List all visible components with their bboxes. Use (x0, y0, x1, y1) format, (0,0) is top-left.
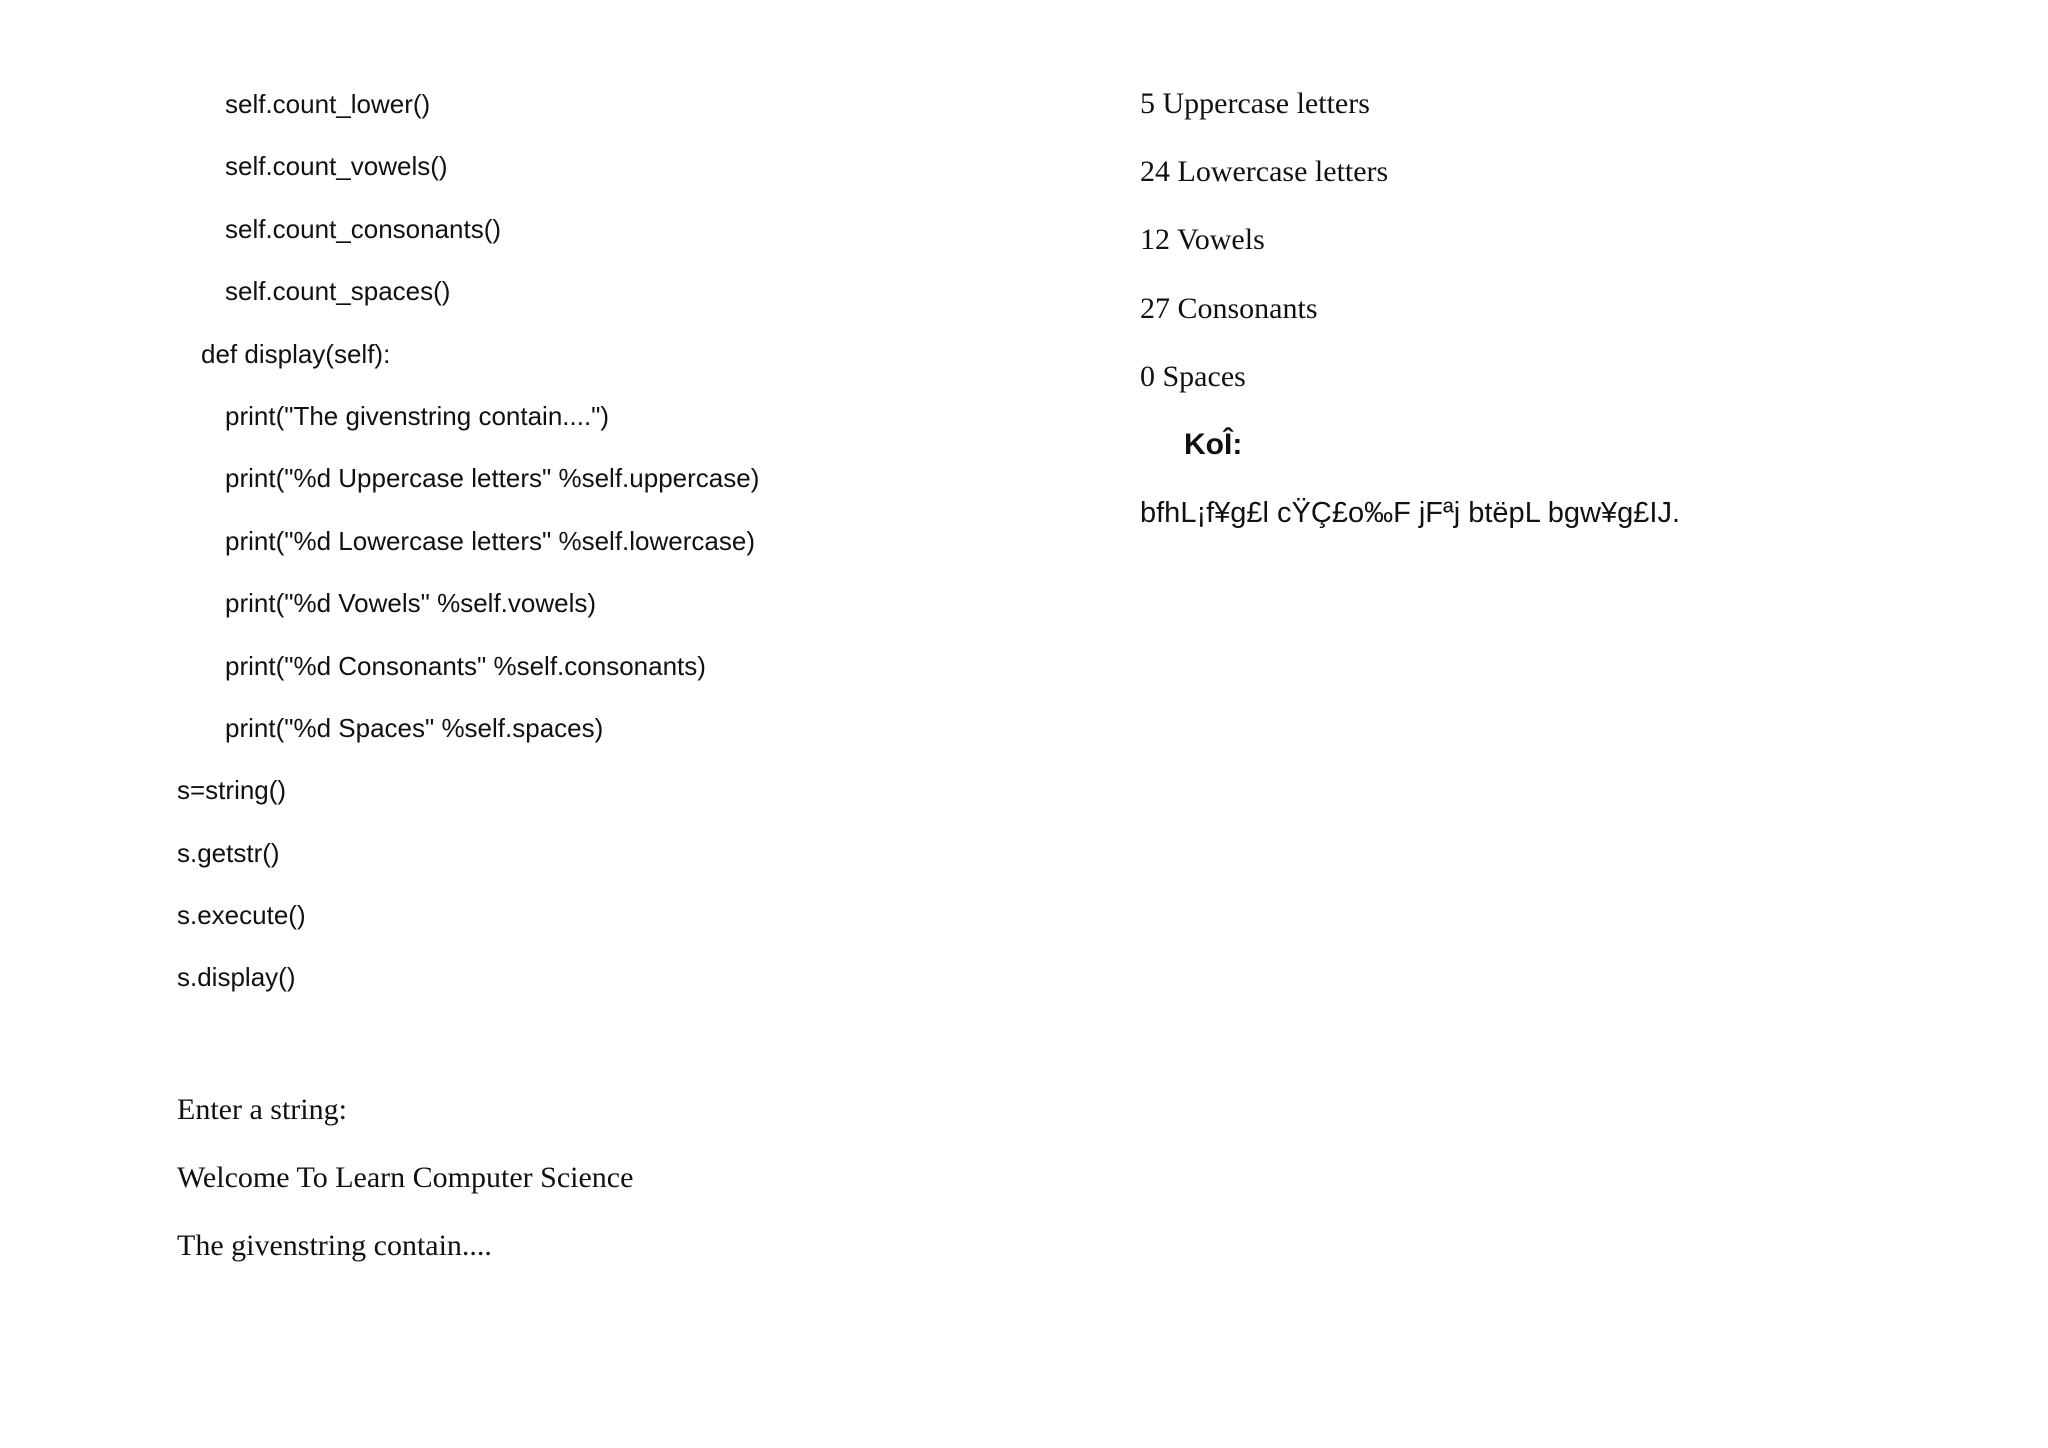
output-consonants: 27 Consonants (1140, 291, 1318, 325)
program-output-left (177, 1088, 1057, 1292)
code-line: print("The givenstring contain....") (225, 400, 610, 431)
code-line: self.count_consonants() (225, 213, 502, 244)
code-line: print("%d Uppercase letters" %self.uppercase) (225, 463, 760, 494)
code-line: self.count_vowels() (225, 151, 448, 182)
output-prompt: Enter a string: (177, 1093, 347, 1126)
code-line: s.execute() (177, 900, 306, 931)
output-input-value: Welcome To Learn Computer Science (177, 1161, 634, 1194)
code-line: s.getstr() (177, 837, 280, 868)
code-line-def-display: def display(self): (201, 338, 391, 369)
output-uppercase: 5 Uppercase letters (1140, 87, 1370, 120)
code-line: print("%d Spaces" %self.spaces) (225, 712, 604, 743)
code-listing (177, 82, 1057, 1018)
output-lowercase: 24 Lowercase letters (1140, 155, 1389, 189)
output-vowels: 12 Vowels (1140, 223, 1265, 257)
code-line: print("%d Vowels" %self.vowels) (225, 588, 597, 619)
code-line: self.count_spaces() (225, 276, 451, 307)
code-line: print("%d Lowercase letters" %self.lowercase) (225, 525, 755, 556)
result-text: bfhL¡f¥g£l cŸÇ£o‰F jFªj btëpL bgw¥g£IJ. (1140, 496, 1680, 529)
output-spaces: 0 Spaces (1140, 359, 1246, 393)
output-header: The givenstring contain.... (177, 1229, 492, 1262)
code-line: self.count_lower() (225, 89, 431, 119)
program-output-right (1140, 82, 2000, 551)
result-label: KoÎ: (1184, 427, 1243, 461)
code-line: s=string() (177, 775, 287, 806)
code-line: print("%d Consonants" %self.consonants) (225, 650, 706, 681)
code-line: s.display() (177, 962, 296, 993)
